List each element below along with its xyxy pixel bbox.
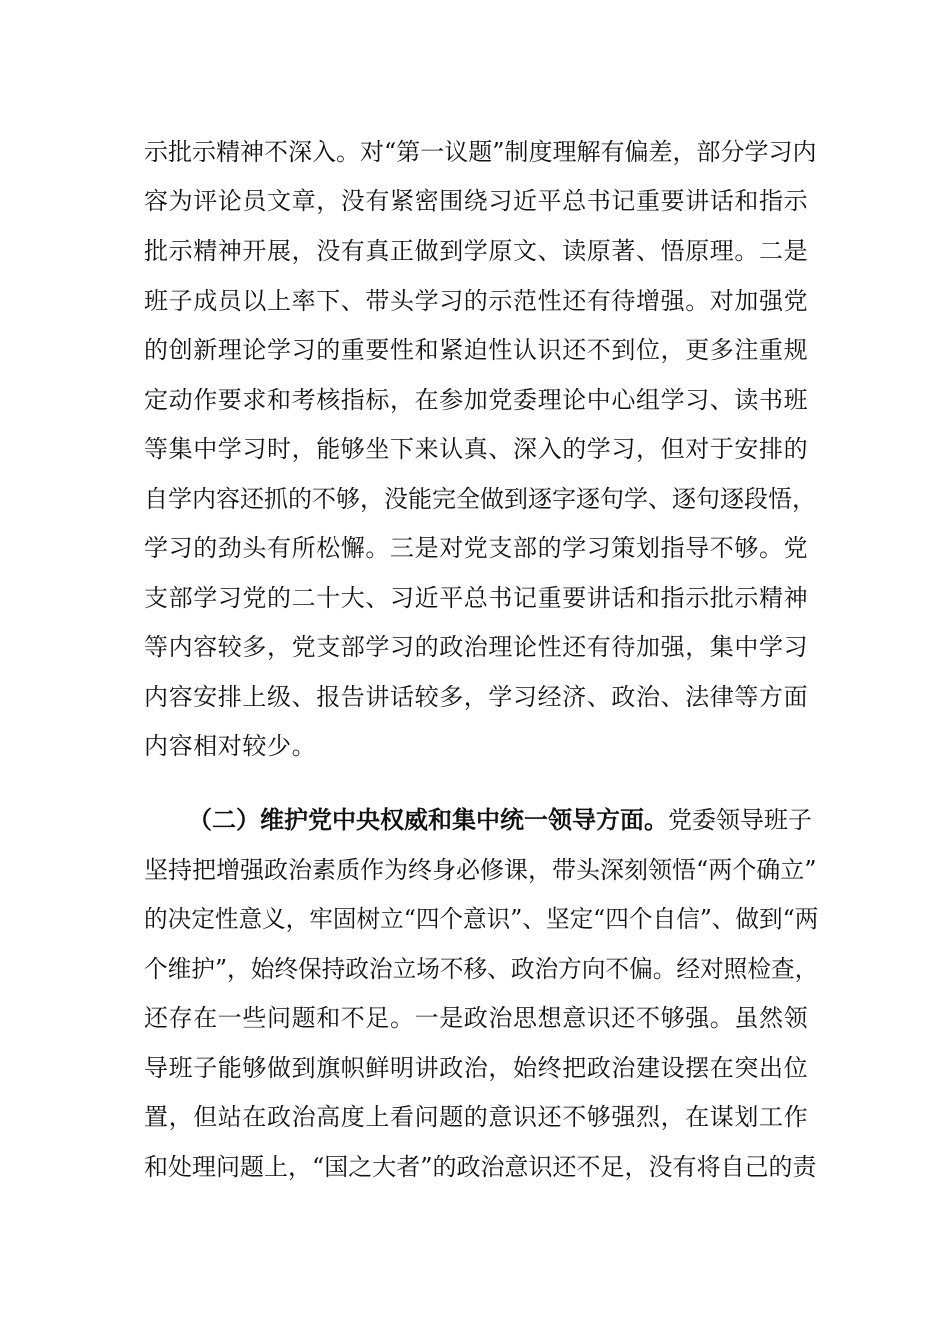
text-line: 的决定性意义，牢固树立“四个意识”、坚定“四个自信”、做到“两 (144, 905, 819, 933)
text-line: 导班子能够做到旗帜鲜明讲政治，始终把政治建设摆在突出位 (144, 1054, 809, 1082)
text-line: 支部学习党的二十大、习近平总书记重要讲话和指示批示精神 (144, 584, 809, 612)
text-line: 定动作要求和考核指标，在参加党委理论中心组学习、读书班 (144, 386, 809, 414)
text-line: 的创新理论学习的重要性和紧迫性认识还不到位，更多注重规 (144, 336, 809, 364)
text-line: 内容相对较少。 (144, 732, 317, 760)
section-heading: （二）维护党中央权威和集中统一领导方面。 (188, 805, 668, 834)
text-line: 等集中学习时，能够坐下来认真、深入的学习，但对于安排的 (144, 435, 809, 463)
text-line: 个维护”，始终保持政治立场不移、政治方向不偏。经对照检查， (144, 955, 819, 983)
section-heading-line (188, 805, 812, 835)
text-line: 批示精神开展，没有真正做到学原文、读原著、悟原理。二是 (144, 237, 809, 265)
text-line: 置，但站在政治高度上看问题的意识还不够强烈，在谋划工作 (144, 1103, 809, 1131)
text-line: 学习的劲头有所松懈。三是对党支部的学习策划指导不够。党 (144, 534, 809, 562)
text-line: 容为评论员文章，没有紧密围绕习近平总书记重要讲话和指示 (144, 187, 809, 215)
text-line: 自学内容还抓的不够，没能完全做到逐字逐句学、逐句逐段悟， (144, 485, 816, 513)
heading-line-text: 党委领导班子 (668, 806, 812, 834)
text-line: 示批示精神不深入。对“第一议题”制度理解有偏差，部分学习内 (144, 138, 817, 166)
text-line: 和处理问题上，“国之大者”的政治意识还不足，没有将自己的责 (144, 1153, 817, 1181)
text-line: 还存在一些问题和不足。一是政治思想意识还不够强。虽然领 (144, 1004, 809, 1032)
text-line: 等内容较多，党支部学习的政治理论性还有待加强，集中学习 (144, 633, 809, 661)
text-line: 坚持把增强政治素质作为终身必修课，带头深刻领悟“两个确立” (144, 856, 817, 884)
text-line: 班子成员以上率下、带头学习的示范性还有待增强。对加强党 (144, 287, 809, 315)
text-line: 内容安排上级、报告讲话较多，学习经济、政治、法律等方面 (144, 683, 809, 711)
